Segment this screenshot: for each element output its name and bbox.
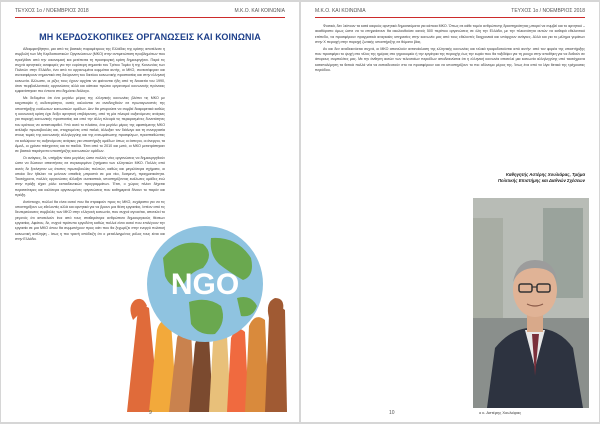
left-header-section: Μ.Κ.Ο. ΚΑΙ ΚΟΙΝΩΝΙΑ <box>234 8 285 14</box>
right-page-header <box>315 6 585 16</box>
author-name: Καθηγητής Αστέρης Χουλιάρας, Τμήμα <box>505 172 585 177</box>
right-header-issue: ΤΕΥΧΟΣ 1ο / ΝΟΕΜΒΡΙΟΣ 2018 <box>511 8 585 14</box>
photo-caption: ο κ. Αστέρης Χουλιάρας <box>479 410 522 415</box>
author-department: Πολιτικής Επιστήμης και Διεθνών Σχέσεων <box>497 178 585 183</box>
right-page <box>301 2 599 422</box>
left-header-rule <box>15 17 285 18</box>
ngo-globe-illustration <box>119 198 289 412</box>
right-article-body <box>315 24 585 169</box>
ngo-figure-label: NGO <box>170 268 240 301</box>
left-page-number: 9 <box>149 410 152 416</box>
left-page <box>1 2 299 422</box>
left-header-issue: ΤΕΥΧΟΣ 1ο / ΝΟΕΜΒΡΙΟΣ 2018 <box>15 8 89 14</box>
left-paragraph-1: Αδιαμφισβήτητα, μια από τις βασικές παραμέτρους της Ελλάδας της κρίσης αποτέλεσε η συμβολή των Μη Κερδοσκοπικών Οργανώσεων (ΜΚΟ) στην αντιμετώπιση προβλημάτων που προήλθαν από την οικονομική και μετέπειτα τη προσφυγική κρίση δημιουργήσει. Παρά τις συχνά αρνητικές αναφορές για την ευρύτερη σημασία του Τρίτου Τομέα ή της Κοινωνίας των Πολιτών στην Ελλάδα, ένα από τα οργανωμένα κομμάτια αυτής, οι ΜΚΟ, συνεισέφεραν και συνεισφέρουν σημαντικά στη διεύρυνση του δικτύου κοινωνικής προστασίας και στην ελληνική κοινωνία. Άλλωστε, οι ρίζες τους έχουν αρχίσει να φαίνονται ήδη από τη δεκαετία του 1990, όταν περιβαλλοντικές οργανώσεις αλλά και κάποιοι πρώτοι οργανισμοί κοινωνικής πρόνοιας εμφανίστηκαν πιο έντονα στο δημόσιο διάλογο. <box>15 47 165 94</box>
left-paragraph-3: Οι ανάγκες, δε, υπήρξαν τόσο μεγάλες ώστε πολλές νέες οργανώσεις να δημιουργηθούν ώστε να δώσουν απαντήσεις σε συγκεκριμένα ζητήματα των ελληνικών ΜΚΟ. Πολλές από αυτές δε ξεκίνησαν ως άτυπες πρωτοβουλίες πολιτών, καθώς και μεγαλύτερα σχήματα, οι οποίοι δεν ήθελαν να μείνουν απαθείς μπροστά σε μια νέα, δυσμενή, πραγματικότητα. Ταυτόχρονα, πολλές οργανώσεις άλλαξαν ουσιαστικά, υποστηρίζοντας ευάλωτες ομάδες ενώ στην πράξη είχαν ρόλο εκπαιδευτικών προγραμμάτων. Έτσι, ο χώρος πλέον δέχεται περισσότερες και καλύτερα οργανωμένες οργανώσεις που καθημερινά δίνουν το παρόν και πράξη. <box>15 155 165 198</box>
ngo-hands-globe-svg <box>119 198 289 412</box>
left-page-header <box>15 6 285 16</box>
article-title: ΜΗ ΚΕΡΔΟΣΚΟΠΙΚΕΣ ΟΡΓΑΝΩΣΕΙΣ ΚΑΙ ΚΟΙΝΩΝΙΑ <box>39 32 261 42</box>
right-page-number: 10 <box>389 410 395 416</box>
portrait-photo <box>473 198 589 408</box>
right-paragraph-2: Αν και δεν αναδεικνύεται συχνά, οι ΜΚΟ αποτελούν αντανάκλαση της ελληνικής κοινωνίας και τελικά τροφοδοτούνται από αυτήν: από τον φορέα της υποστήριξης που προσφέρει το ψυχή στο τέλος της ημέρας στο γηροκομείο ή την εργάτρια της περιοχής έως την κυρία που θα ταξιδέψει για τη ρουχο στην αποθήκη για να δοθούν σε άπορους συμπολίτες μας. Με την άνθηση αυτών των τελευταίων περιόδων αποδεικνύεται ότι η ελληνική κοινωνία αποτελεί μια κοινωνία αλληλεγγύης υπό ταυτόχρονα καταπολέμηση τα θετικά πολλά νέα να εκπαιδευτούν στο να προσφέρουν και να υποστηρίζουν το πιο αδύναμο μέρος της. Ίσως ένα από τα λίγα θετικά της τρέχουσας περιόδου. <box>315 46 585 72</box>
right-paragraph-1: Φυσικά, δεν λείπουν τα κατά καιρούς αρνητικά δημοσιεύματα για κάποια ΜΚΟ. Όπως σε κάθε τομέα ανθρώπινης δραστηριότητας μπορεί να συμβεί και το αρνητικό – ακαθόριστο όμως ώστε να το επηρεάσουν θα ακολουθούσε κανείς 500 περίπου οργανώσεις σε όλη την Ελλάδα, με την πλειονότητα αυτών να καθαρά εθελοντικό επίπεδο, να προσφέρουν πραγματικά αναγκαίες υπηρεσίες στην κοινωνία μας από τους εθελοντές διαχρονικά και υπάρχουν ανάγκες. Αλλά και για το μέλημα γεμάτων στην Χ περιοχή στην παροχή ζωτικής υποστήριξης σε θύματα βίας. <box>315 24 585 44</box>
right-header-rule <box>315 17 585 18</box>
author-signature <box>498 172 585 184</box>
left-paragraph-4: Αντίστοιχα, πολλοί θα είναι αυτοί που θα στραφούν προς τις ΜΚΟ, ευχάριστα για να τις υποστηρίξουν ως εθελοντές αλλά και αρνητικά για να βρουν μια θέση εργασίας. Ιστέον από τις δευτερεύουσες συμβολές των ΜΚΟ στην ελληνική κοινωνία, που συχνά αγνοείται, αποτελεί το γεγονός ότι αποτελούν ένα από τους σταθερότερα ανθρώπινα δημιουργικούς θέσεων εργασίας. Αφότου, δε, συχνά πρότυπο εργοδότη καθώς πολλοί είναι αυτοί που επιλέγουν την εργασία σε μια ΜΚΟ όπου θα συμμετέχουν προς κάτι που θα ξεχωρίζει στην ενεργό πολιτική κοινωνική αντίληψη - ίσως η πιο τρανή απόδειξη ότι ο μεταλλαγμένος ρόλος τους είναι και στην Ελλάδα. <box>15 199 165 241</box>
right-header-section: Μ.Κ.Ο. ΚΑΙ ΚΟΙΝΩΝΙΑ <box>315 8 366 14</box>
left-paragraph-2: Με δεδομένο ότι ένα μεγάλο μέρος της ελληνικής κοινωνίας βλέπει τις ΜΚΟ με καχυποψία ή ουδετερότητα, αυτές καλούνται να αναδειχθούν σε πρωταγωνιστές της υποστήριξης ευάλωτων κοινωνικών ομάδων. Δεν θα μπορούσε να συμβεί διαφορετικά καθώς η κοινωνική κρίση έχει δείξει αρνητική επιβάρυνση, από τη μία πλευρά αυξανόμενες ανάγκες για παροχή κοινωνικής προστασίας και από την άλλη πλευρά τις περιορισμένες δυνατότητες του κράτους να ανταποκριθεί. Υπό αυτό το πλαίσιο, ένα μεγάλο μέρος της υφιστάμενης ΜΚΟ ανέλαβε πρωτοβουλίες και, στοχευμένες από παλιά, άλλαξαν τον διάλογο και τη συνεργασία στους τομείς της κοινωνικής αλληλεγγύης και της ενσωμάτωσης προσφύγων, προσπαθώντας να καλύψουν τις αυξανόμενες ανάγκες για υποστήριξη ομάδων όπως οι άστεγοι, οι άνεργοι, τα ΑμεΑ, οι χρόνια πάσχοντες και τα παιδιά. Έτσι από το 2010 και μετά, οι ΜΚΟ μετατράπηκαν σε βασικό παράγοντα υποστήριξης κοινωνικών ομάδων. <box>15 96 165 154</box>
